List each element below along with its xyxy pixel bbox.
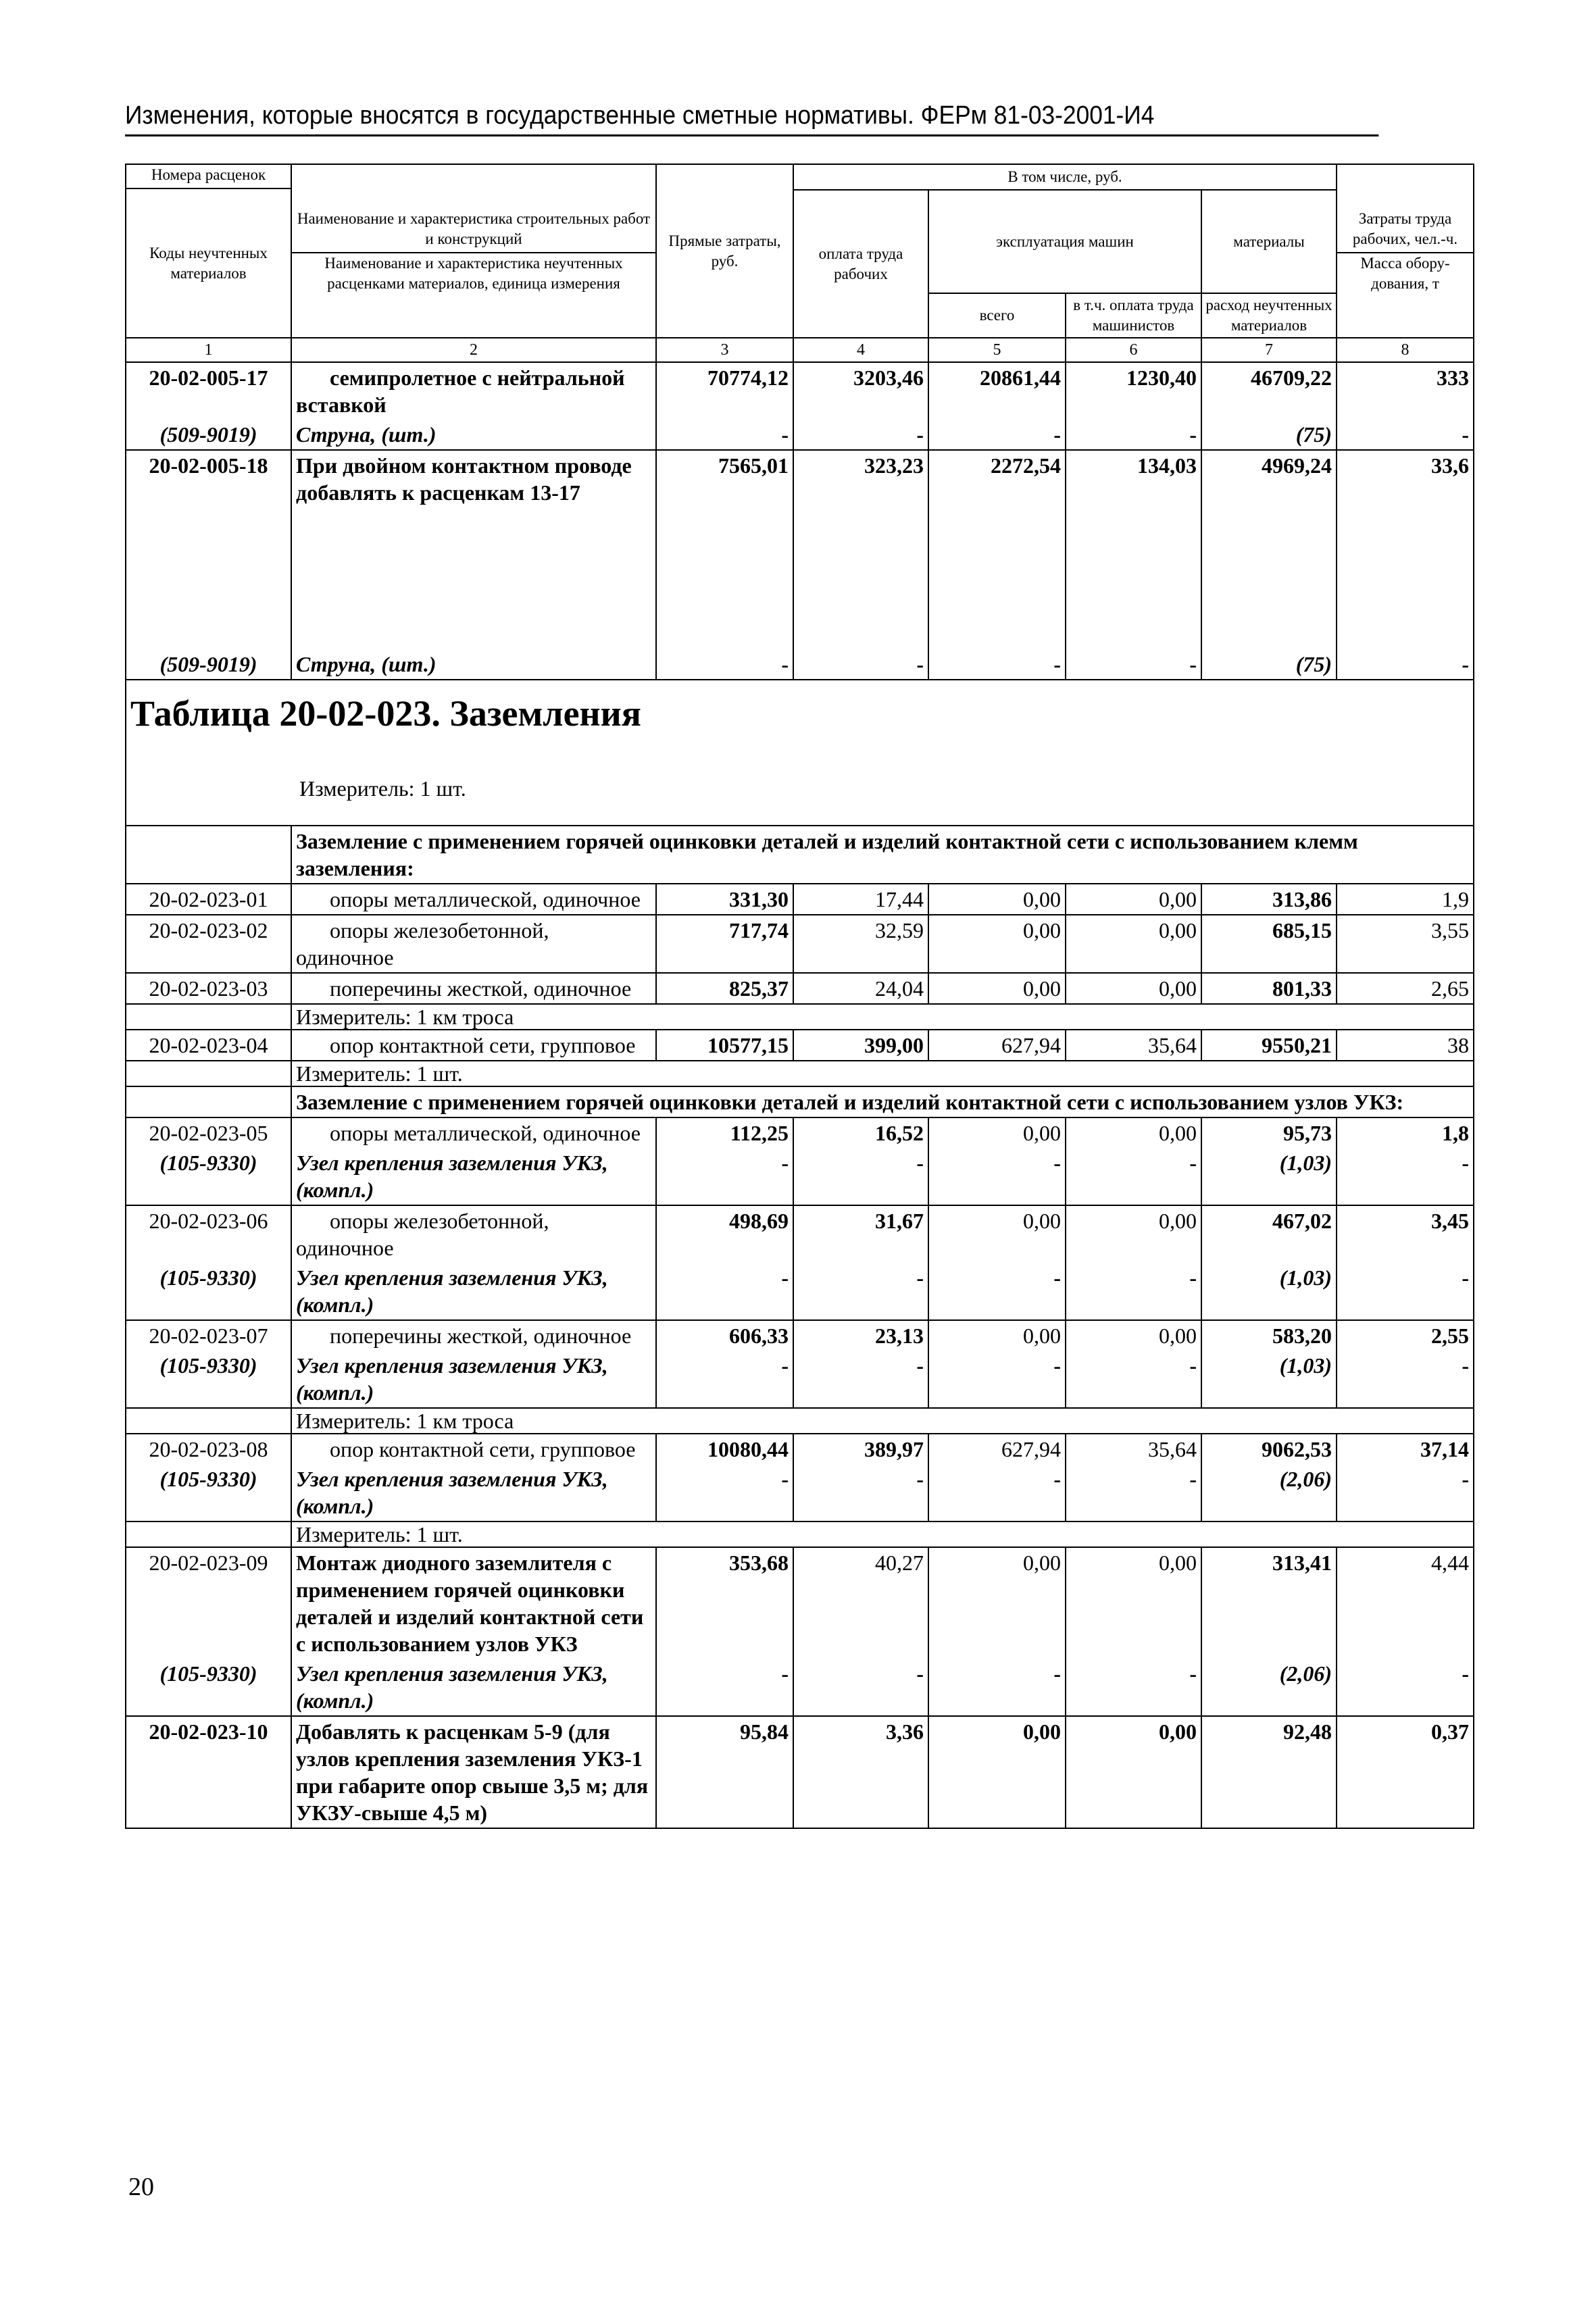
value-col3: 95,84	[656, 1716, 793, 1828]
col1-header	[126, 164, 291, 338]
material-value-col6: -	[1066, 420, 1201, 450]
material-value-col4: -	[793, 1659, 928, 1716]
value-col5: 0,00	[928, 973, 1066, 1004]
value-col3: 717,74	[656, 915, 793, 973]
material-value-col4: -	[793, 1464, 928, 1521]
rate-code: 20-02-023-07	[126, 1320, 291, 1351]
rate-name: опор контактной сети, групповое	[291, 1434, 656, 1464]
col-number: 4	[793, 338, 928, 362]
material-value-col6: -	[1066, 1659, 1201, 1716]
empty-cell	[126, 1061, 291, 1086]
col2-header	[291, 164, 656, 338]
material-value-col3: -	[656, 1659, 793, 1716]
value-col3: 353,68	[656, 1547, 793, 1659]
material-code: (509-9019)	[126, 420, 291, 450]
empty-cell	[126, 826, 291, 884]
material-value-col7: (75)	[1201, 420, 1337, 450]
col-number: 7	[1201, 338, 1337, 362]
value-col6: 134,03	[1066, 450, 1201, 649]
table-row	[126, 1030, 1474, 1061]
rate-code: 20-02-023-01	[126, 884, 291, 915]
material-value-col7: (75)	[1201, 649, 1337, 680]
material-value-col5: -	[928, 1351, 1066, 1408]
table-row	[126, 1716, 1474, 1828]
value-col4: 399,00	[793, 1030, 928, 1061]
material-value-col4: -	[793, 1263, 928, 1320]
value-col3: 825,37	[656, 973, 793, 1004]
value-col7: 583,20	[1201, 1320, 1337, 1351]
col3-header: Прямые затраты, руб.	[656, 164, 793, 338]
rate-code: 20-02-005-17	[126, 362, 291, 420]
value-col3: 10577,15	[656, 1030, 793, 1061]
value-col5: 0,00	[928, 1320, 1066, 1351]
material-value-col8: -	[1337, 1659, 1474, 1716]
empty-cell	[126, 1521, 291, 1547]
value-col8: 37,14	[1337, 1434, 1474, 1464]
material-value-col6: -	[1066, 649, 1201, 680]
value-col8: 2,55	[1337, 1320, 1474, 1351]
rate-code: 20-02-023-02	[126, 915, 291, 973]
value-col8: 3,45	[1337, 1205, 1474, 1263]
rate-name: При двойном контактном проводе добавлять к расценкам 13-17	[291, 450, 656, 649]
material-value-col8: -	[1337, 649, 1474, 680]
value-col4: 31,67	[793, 1205, 928, 1263]
material-value-col5: -	[928, 1659, 1066, 1716]
col5-header: всего	[928, 293, 1066, 338]
value-col7: 9550,21	[1201, 1030, 1337, 1061]
col-number: 2	[291, 338, 656, 362]
value-col4: 389,97	[793, 1434, 928, 1464]
group-heading: Заземление с применением горячей оцинковки деталей и изделий контактной сети с использованием клемм заземления:	[291, 826, 1474, 884]
page-number: 20	[128, 2173, 154, 2201]
unit-of-measure-row	[126, 1521, 1474, 1547]
value-col5: 0,00	[928, 915, 1066, 973]
table-row	[126, 362, 1474, 420]
rates-table	[125, 164, 1474, 1829]
value-col4: 40,27	[793, 1547, 928, 1659]
value-col7: 4969,24	[1201, 450, 1337, 649]
material-code: (105-9330)	[126, 1659, 291, 1716]
value-col7: 313,41	[1201, 1547, 1337, 1659]
material-name: Узел крепления заземления УКЗ, (компл.)	[291, 1464, 656, 1521]
value-col4: 3203,46	[793, 362, 928, 420]
material-value-col8: -	[1337, 1351, 1474, 1408]
value-col4: 23,13	[793, 1320, 928, 1351]
material-value-col7: (1,03)	[1201, 1263, 1337, 1320]
material-value-col7: (2,06)	[1201, 1464, 1337, 1521]
rate-code: 20-02-023-08	[126, 1434, 291, 1464]
group-heading-row	[126, 1086, 1474, 1117]
rate-name: опоры металлической, одиночное	[291, 1117, 656, 1148]
col8-top-label: Затраты труда рабочих, чел.-ч.	[1337, 209, 1473, 253]
material-code: (105-9330)	[126, 1464, 291, 1521]
value-col8: 38	[1337, 1030, 1474, 1061]
value-col7: 685,15	[1201, 915, 1337, 973]
table-row	[126, 1205, 1474, 1263]
unit-of-measure-row	[126, 1004, 1474, 1030]
value-col5: 20861,44	[928, 362, 1066, 420]
material-value-col6: -	[1066, 1263, 1201, 1320]
material-value-col4: -	[793, 649, 928, 680]
table-row	[126, 1434, 1474, 1464]
value-col7: 92,48	[1201, 1716, 1337, 1828]
table-row	[126, 884, 1474, 915]
value-col5: 627,94	[928, 1030, 1066, 1061]
value-col4: 3,36	[793, 1716, 928, 1828]
rate-code: 20-02-023-03	[126, 973, 291, 1004]
unit-of-measure-row	[126, 1061, 1474, 1086]
value-col6: 0,00	[1066, 1320, 1201, 1351]
material-name: Узел крепления заземления УКЗ, (компл.)	[291, 1148, 656, 1205]
material-value-col7: (1,03)	[1201, 1148, 1337, 1205]
value-col5: 0,00	[928, 1547, 1066, 1659]
table-row	[126, 1320, 1474, 1351]
table-title-row	[126, 680, 1474, 826]
col-number: 5	[928, 338, 1066, 362]
value-col3: 10080,44	[656, 1434, 793, 1464]
value-col7: 467,02	[1201, 1205, 1337, 1263]
value-col6: 0,00	[1066, 973, 1201, 1004]
value-col8: 33,6	[1337, 450, 1474, 649]
col2-bottom-label: Наименование и характеристика неучтенных расценками материалов, единица измерения	[324, 254, 623, 292]
rate-name: поперечины жесткой, одиночное	[291, 1320, 656, 1351]
value-col6: 1230,40	[1066, 362, 1201, 420]
document-header: Изменения, которые вносятся в государственные сметные нормативы. ФЕРм 81-03-2001-И4	[125, 101, 1378, 136]
value-col3: 70774,12	[656, 362, 793, 420]
rate-code: 20-02-023-06	[126, 1205, 291, 1263]
col-number: 3	[656, 338, 793, 362]
material-code: (105-9330)	[126, 1351, 291, 1408]
value-col8: 0,37	[1337, 1716, 1474, 1828]
rate-name: семипролетное с нейтральной вставкой	[291, 362, 656, 420]
col-number: 1	[126, 338, 291, 362]
rate-name: опоры железобетонной, одиночное	[291, 915, 656, 973]
value-col6: 0,00	[1066, 1716, 1201, 1828]
table-row	[126, 450, 1474, 649]
value-col8: 333	[1337, 362, 1474, 420]
value-col6: 0,00	[1066, 915, 1201, 973]
unit-of-measure-row	[126, 1408, 1474, 1434]
material-name: Узел крепления заземления УКЗ, (компл.)	[291, 1263, 656, 1320]
value-col8: 4,44	[1337, 1547, 1474, 1659]
value-col8: 1,8	[1337, 1117, 1474, 1148]
value-col5: 0,00	[928, 1716, 1066, 1828]
material-name: Узел крепления заземления УКЗ, (компл.)	[291, 1351, 656, 1408]
material-value-col3: -	[656, 420, 793, 450]
value-col6: 0,00	[1066, 1117, 1201, 1148]
unit-of-measure: Измеритель: 1 км троса	[291, 1004, 1474, 1030]
col1-bottom-label: Коды неучтенных материалов	[149, 244, 268, 282]
material-value-col7: (2,06)	[1201, 1659, 1337, 1716]
group-heading-row	[126, 826, 1474, 884]
included-header: В том числе, руб.	[793, 164, 1337, 190]
material-code: (105-9330)	[126, 1148, 291, 1205]
material-name: Струна, (шт.)	[291, 420, 656, 450]
rate-name: опор контактной сети, групповое	[291, 1030, 656, 1061]
value-col6: 0,00	[1066, 1205, 1201, 1263]
value-col5: 0,00	[928, 1117, 1066, 1148]
col8-bottom-label: Масса обору-дования, т	[1360, 254, 1450, 292]
col7-header: расход неучтенных материалов	[1201, 293, 1337, 338]
value-col3: 498,69	[656, 1205, 793, 1263]
rate-name: Добавлять к расценкам 5-9 (для узлов крепления заземления УКЗ-1 при габарите опор свыше 3,5 м; для УКЗУ-свыше 4,5 м)	[291, 1716, 656, 1828]
material-code: (509-9019)	[126, 649, 291, 680]
empty-cell	[126, 1408, 291, 1434]
col4-header: оплата труда рабочих	[793, 190, 928, 338]
material-code: (105-9330)	[126, 1263, 291, 1320]
material-value-col8: -	[1337, 1464, 1474, 1521]
value-col4: 323,23	[793, 450, 928, 649]
unit-of-measure: Измеритель: 1 шт.	[299, 776, 466, 801]
col6-header: в т.ч. оплата труда машинистов	[1066, 293, 1201, 338]
col8-header	[1337, 164, 1474, 338]
value-col5: 0,00	[928, 884, 1066, 915]
value-col4: 17,44	[793, 884, 928, 915]
material-value-col8: -	[1337, 1263, 1474, 1320]
material-name: Струна, (шт.)	[291, 649, 656, 680]
col1-top-label: Номера расценок	[126, 165, 291, 189]
material-value-col6: -	[1066, 1148, 1201, 1205]
value-col8: 2,65	[1337, 973, 1474, 1004]
material-value-col4: -	[793, 1351, 928, 1408]
material-value-col3: -	[656, 1464, 793, 1521]
rate-code: 20-02-023-05	[126, 1117, 291, 1148]
material-value-col5: -	[928, 1148, 1066, 1205]
table-row	[126, 973, 1474, 1004]
unit-of-measure: Измеритель: 1 шт.	[291, 1061, 1474, 1086]
value-col6: 0,00	[1066, 1547, 1201, 1659]
table-row	[126, 1117, 1474, 1148]
table-row	[126, 1547, 1474, 1659]
material-name: Узел крепления заземления УКЗ, (компл.)	[291, 1659, 656, 1716]
material-row	[126, 1659, 1474, 1716]
rate-name: Монтаж диодного заземлителя с применением горячей оцинковки деталей и изделий контактной сети с использованием узлов УКЗ	[291, 1547, 656, 1659]
table-title-cell	[126, 680, 1474, 826]
empty-cell	[126, 1004, 291, 1030]
material-row	[126, 1148, 1474, 1205]
unit-of-measure: Измеритель: 1 шт.	[291, 1521, 1474, 1547]
value-col8: 3,55	[1337, 915, 1474, 973]
value-col3: 331,30	[656, 884, 793, 915]
value-col7: 46709,22	[1201, 362, 1337, 420]
value-col7: 313,86	[1201, 884, 1337, 915]
value-col6: 35,64	[1066, 1030, 1201, 1061]
value-col7: 95,73	[1201, 1117, 1337, 1148]
material-value-col5: -	[928, 1464, 1066, 1521]
material-value-col3: -	[656, 1263, 793, 1320]
value-col4: 32,59	[793, 915, 928, 973]
col-number: 6	[1066, 338, 1201, 362]
value-col5: 627,94	[928, 1434, 1066, 1464]
value-col3: 7565,01	[656, 450, 793, 649]
value-col7: 801,33	[1201, 973, 1337, 1004]
rate-name: поперечины жесткой, одиночное	[291, 973, 656, 1004]
rate-code: 20-02-023-09	[126, 1547, 291, 1659]
rate-name: опоры железобетонной, одиночное	[291, 1205, 656, 1263]
value-col8: 1,9	[1337, 884, 1474, 915]
material-value-col8: -	[1337, 1148, 1474, 1205]
materials-header: материалы	[1201, 190, 1337, 293]
material-value-col3: -	[656, 649, 793, 680]
material-value-col4: -	[793, 1148, 928, 1205]
material-row	[126, 1464, 1474, 1521]
empty-cell	[126, 1086, 291, 1117]
table-row	[126, 915, 1474, 973]
material-value-col6: -	[1066, 1351, 1201, 1408]
value-col4: 24,04	[793, 973, 928, 1004]
rate-code: 20-02-023-10	[126, 1716, 291, 1828]
rate-code: 20-02-005-18	[126, 450, 291, 649]
material-value-col5: -	[928, 420, 1066, 450]
material-value-col5: -	[928, 1263, 1066, 1320]
value-col6: 0,00	[1066, 884, 1201, 915]
material-row	[126, 1351, 1474, 1408]
material-value-col5: -	[928, 649, 1066, 680]
value-col6: 35,64	[1066, 1434, 1201, 1464]
machines-header: эксплуатация машин	[928, 190, 1201, 293]
value-col3: 112,25	[656, 1117, 793, 1148]
col-number: 8	[1337, 338, 1474, 362]
unit-of-measure: Измеритель: 1 км троса	[291, 1408, 1474, 1434]
col2-top-label: Наименование и характеристика строительных работ и конструкций	[292, 209, 655, 253]
material-row	[126, 1263, 1474, 1320]
value-col3: 606,33	[656, 1320, 793, 1351]
material-row	[126, 420, 1474, 450]
material-value-col8: -	[1337, 420, 1474, 450]
value-col7: 9062,53	[1201, 1434, 1337, 1464]
rate-code: 20-02-023-04	[126, 1030, 291, 1061]
material-value-col4: -	[793, 420, 928, 450]
table-title: Таблица 20-02-023. Заземления	[130, 693, 641, 734]
value-col5: 2272,54	[928, 450, 1066, 649]
rate-name: опоры металлической, одиночное	[291, 884, 656, 915]
value-col5: 0,00	[928, 1205, 1066, 1263]
material-value-col6: -	[1066, 1464, 1201, 1521]
material-value-col7: (1,03)	[1201, 1351, 1337, 1408]
material-row	[126, 649, 1474, 680]
value-col4: 16,52	[793, 1117, 928, 1148]
material-value-col3: -	[656, 1148, 793, 1205]
group-heading: Заземление с применением горячей оцинковки деталей и изделий контактной сети с использованием узлов УКЗ:	[291, 1086, 1474, 1117]
material-value-col3: -	[656, 1351, 793, 1408]
